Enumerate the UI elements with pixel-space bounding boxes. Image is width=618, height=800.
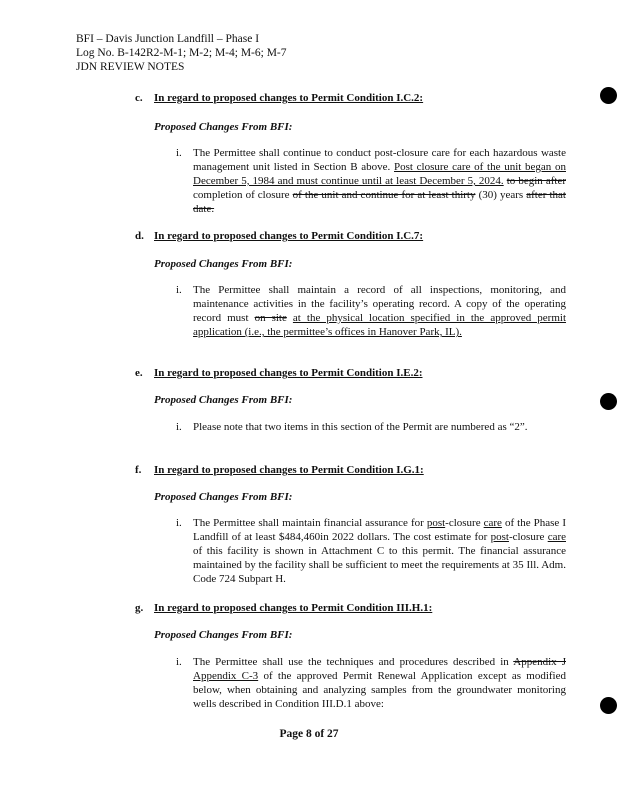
- section-letter: c.: [135, 92, 143, 104]
- punch-hole-bottom: [600, 697, 617, 714]
- section-f-item: [176, 516, 566, 586]
- item-body: [193, 283, 566, 339]
- section-letter: d.: [135, 230, 144, 242]
- item-number: i.: [176, 147, 182, 159]
- header-line-1: BFI – Davis Junction Landfill – Phase I: [76, 33, 260, 45]
- section-d-heading: [135, 229, 423, 243]
- item-body: [193, 655, 566, 711]
- deleted-text: on site: [254, 312, 287, 324]
- section-title: In regard to proposed changes to Permit Condition III.H.1:: [154, 602, 433, 614]
- inserted-text: Appendix C-3: [193, 670, 259, 682]
- body-text: completion of closure: [193, 189, 293, 201]
- item-number: i.: [176, 421, 182, 433]
- section-letter: f.: [135, 464, 142, 476]
- section-letter: g.: [135, 602, 144, 614]
- body-text: The Permittee shall maintain a record of all inspections, monitoring, and maintenance activities in the facility’s operating record. A copy of the operating record must: [193, 284, 566, 324]
- body-text: Please note that two items in this section of the Permit are numbered as “2”.: [193, 421, 528, 433]
- body-text: -closure: [508, 531, 548, 543]
- deleted-text: after that date.: [193, 189, 566, 215]
- section-g-subheading: Proposed Changes From BFI:: [154, 629, 293, 641]
- body-text: (30) years: [475, 189, 527, 201]
- body-text: of the Phase I Landfill of at least $484,460in 2022 dollars. The cost estimate for: [193, 517, 566, 543]
- deleted-text: of the unit and continue for at least thirty: [292, 189, 476, 201]
- body-text: -closure: [445, 517, 484, 529]
- body-text: The Permittee shall use the techniques and procedures described in: [193, 656, 514, 668]
- item-body: [193, 516, 566, 586]
- item-body: [193, 420, 566, 434]
- section-g-item: [176, 655, 566, 711]
- body-text: The Permittee shall continue to conduct post-closure care for each hazardous waste management unit listed in Section B above.: [193, 147, 566, 173]
- section-title: In regard to proposed changes to Permit Condition I.C.2:: [154, 92, 424, 104]
- header-line-2: Log No. B-142R2-M-1; M-2; M-4; M-6; M-7: [76, 47, 287, 59]
- item-number: i.: [176, 284, 182, 296]
- inserted-text: at the physical location specified in the approved permit application (i.e., the permittee’s offices in Hanover Park, IL).: [193, 312, 567, 338]
- section-d-subheading: Proposed Changes From BFI:: [154, 258, 293, 270]
- deleted-text: Appendix J: [513, 656, 566, 668]
- section-c-item: [176, 146, 566, 216]
- section-e-heading: [135, 366, 423, 380]
- punch-hole-middle: [600, 393, 617, 410]
- body-text: of the approved Permit Renewal Application except as modified below, when obtaining and analyzing samples from the groundwater monitoring wells described in Condition III.D.1 above:: [193, 670, 566, 710]
- section-e-subheading: Proposed Changes From BFI:: [154, 394, 293, 406]
- section-title: In regard to proposed changes to Permit Condition I.C.7:: [154, 230, 424, 242]
- section-letter: e.: [135, 367, 143, 379]
- inserted-text: post: [490, 531, 509, 543]
- header-line-3: JDN REVIEW NOTES: [76, 61, 185, 73]
- section-g-heading: [135, 601, 432, 615]
- item-body: [193, 146, 566, 216]
- inserted-text: post: [426, 517, 446, 529]
- section-title: In regard to proposed changes to Permit Condition I.G.1:: [154, 464, 424, 476]
- inserted-text: care: [547, 531, 566, 543]
- section-title: In regard to proposed changes to Permit Condition I.E.2:: [154, 367, 423, 379]
- body-text: The Permittee shall maintain financial assurance for: [193, 517, 427, 529]
- item-number: i.: [176, 656, 182, 668]
- section-e-item: [176, 420, 566, 434]
- deleted-text: to begin after: [506, 175, 566, 187]
- section-f-subheading: Proposed Changes From BFI:: [154, 491, 293, 503]
- section-d-item: [176, 283, 566, 339]
- section-c-heading: [135, 91, 423, 105]
- section-f-heading: [135, 463, 424, 477]
- punch-hole-top: [600, 87, 617, 104]
- item-number: i.: [176, 517, 182, 529]
- page-number: Page 8 of 27: [279, 728, 339, 740]
- inserted-text: care: [483, 517, 502, 529]
- body-text: of this facility is shown in Attachment C to this permit. The financial assurance maintained by the facility shall be sufficient to meet the requirements at 35 Ill. Adm. Code 724 Subpart H.: [193, 545, 566, 585]
- section-c-subheading: Proposed Changes From BFI:: [154, 121, 293, 133]
- inserted-text: Post closure care of the unit began on December 5, 1984 and must continue until at least December 5, 2024.: [193, 161, 566, 187]
